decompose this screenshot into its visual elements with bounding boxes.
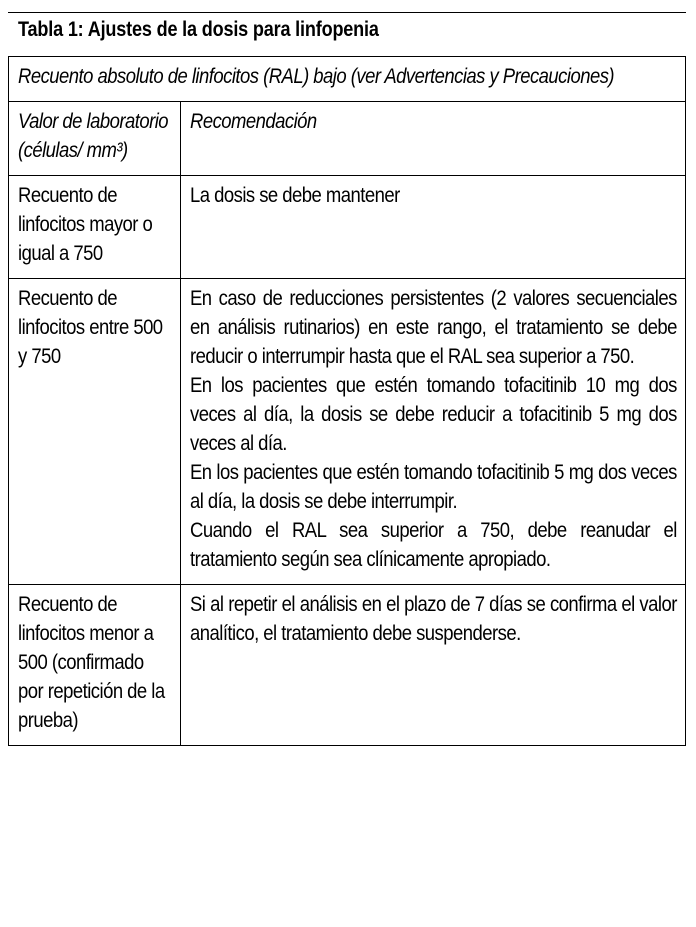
lymphopenia-dose-table bbox=[8, 56, 686, 746]
top-rule bbox=[8, 12, 686, 13]
column-header-recommendation bbox=[181, 102, 686, 176]
lab-value-cell bbox=[9, 279, 181, 585]
recommendation-cell bbox=[181, 279, 686, 585]
table-column-header-row bbox=[9, 102, 686, 176]
recommendation-text bbox=[190, 590, 677, 648]
lab-value-cell bbox=[9, 585, 181, 746]
recommendation-paragraph: En los pacientes que estén tomando tofacitinib 5 mg dos veces al día, la dosis se debe interrumpir. bbox=[190, 461, 677, 513]
section-header-cell bbox=[9, 57, 686, 102]
table-caption: Tabla 1: Ajustes de la dosis para linfopenia bbox=[18, 18, 379, 41]
table-row bbox=[9, 279, 686, 585]
recommendation-text bbox=[190, 284, 677, 574]
column-header-recommendation-text: Recomendación bbox=[190, 110, 317, 133]
recommendation-text bbox=[190, 181, 677, 210]
recommendation-cell bbox=[181, 585, 686, 746]
table-section-header-row bbox=[9, 57, 686, 102]
recommendation-cell bbox=[181, 176, 686, 279]
recommendation-paragraph: En los pacientes que estén tomando tofacitinib 10 mg dos veces al día, la dosis se debe reducir a tofacitinib 5 mg dos veces al día. bbox=[190, 374, 677, 455]
recommendation-paragraph: Cuando el RAL sea superior a 750, debe reanudar el tratamiento según sea clínicamente apropiado. bbox=[190, 519, 677, 571]
lab-value-text: Recuento de linfocitos mayor o igual a 750 bbox=[18, 184, 153, 265]
column-header-lab-value bbox=[9, 102, 181, 176]
recommendation-paragraph: Si al repetir el análisis en el plazo de 7 días se confirma el valor analítico, el tratamiento debe suspenderse. bbox=[190, 593, 677, 645]
table-row bbox=[9, 585, 686, 746]
recommendation-paragraph: La dosis se debe mantener bbox=[190, 184, 400, 207]
recommendation-paragraph: En caso de reducciones persistentes (2 valores secuenciales en análisis rutinarios) en este rango, el tratamiento se debe reducir o interrumpir hasta que el RAL sea superior a 750. bbox=[190, 287, 677, 368]
column-header-lab-value-text: Valor de laboratorio (células/ mm³) bbox=[18, 110, 169, 162]
table-row bbox=[9, 176, 686, 279]
lab-value-text: Recuento de linfocitos menor a 500 (confirmado por repetición de la prueba) bbox=[18, 593, 165, 732]
section-header-text: Recuento absoluto de linfocitos (RAL) bajo (ver Advertencias y Precauciones) bbox=[18, 65, 615, 88]
lab-value-cell bbox=[9, 176, 181, 279]
lab-value-text: Recuento de linfocitos entre 500 y 750 bbox=[18, 287, 163, 368]
